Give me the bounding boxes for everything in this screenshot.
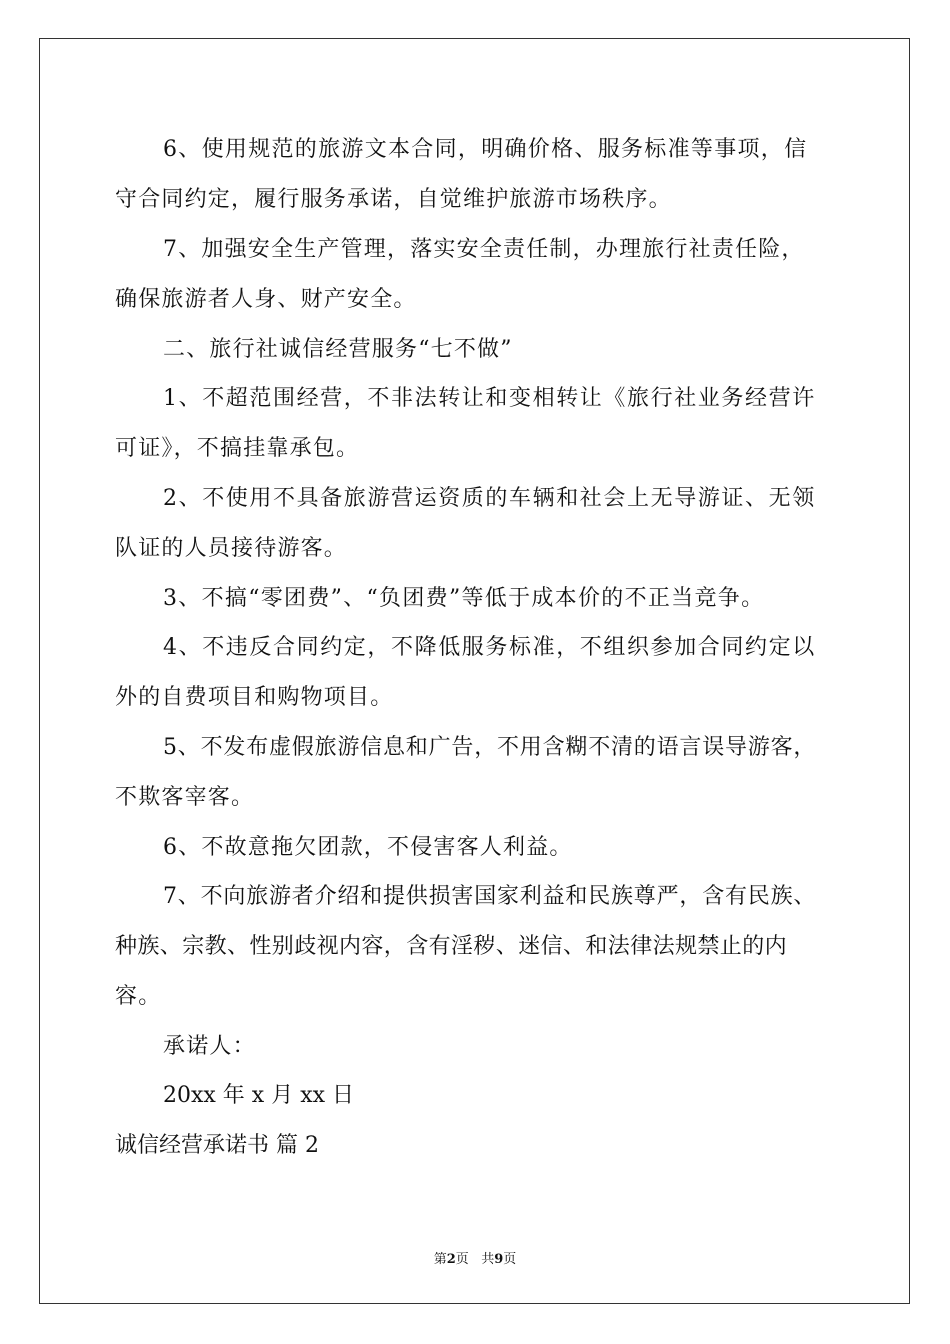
page-frame <box>39 38 910 1304</box>
page-prefix: 第 <box>433 1252 447 1267</box>
date-line: 20xx 年 x 月 xx 日 <box>163 1083 354 1108</box>
total-prefix: 共 <box>481 1252 495 1267</box>
paragraph-line: 6、使用规范的旅游文本合同，明确价格、服务标准等事项，信 <box>163 137 808 162</box>
paragraph-line: 2、不使用不具备旅游营运资质的车辆和社会上无导游证、无领 <box>163 486 816 511</box>
paragraph-line: 7、不向旅游者介绍和提供损害国家利益和民族尊严，含有民族、 <box>163 884 817 909</box>
paragraph-line: 7、加强安全生产管理，落实安全责任制，办理旅行社责任险， <box>163 237 805 262</box>
paragraph-line: 1、不超范围经营，不非法转让和变相转让《旅行社业务经营许 <box>163 386 816 411</box>
signatory-label: 承诺人： <box>163 1034 256 1059</box>
paragraph-line: 种族、宗教、性别歧视内容，含有淫秽、迷信、和法律法规禁止的内 <box>115 934 788 959</box>
section-title: 诚信经营承诺书 篇 2 <box>115 1133 319 1158</box>
page-current: 2 <box>446 1252 456 1267</box>
paragraph-line: 3、不搞“零团费”、“负团费”等低于成本价的不正当竞争。 <box>163 586 765 611</box>
paragraph-line: 4、不违反合同约定，不降低服务标准，不组织参加合同约定以 <box>163 635 816 660</box>
paragraph-line: 守合同约定，履行服务承诺，自觉维护旅游市场秩序。 <box>115 187 672 212</box>
paragraph-line: 容。 <box>115 984 162 1009</box>
paragraph-line: 外的自费项目和购物项目。 <box>115 685 394 710</box>
paragraph-line: 队证的人员接待游客。 <box>115 536 348 561</box>
paragraph-line: 6、不故意拖欠团款，不侵害客人利益。 <box>163 835 573 860</box>
page-total: 9 <box>494 1252 504 1267</box>
paragraph-line: 5、不发布虚假旅游信息和广告，不用含糊不清的语言误导游客， <box>163 735 817 760</box>
paragraph-line: 不欺客宰客。 <box>115 785 255 810</box>
page-footer <box>0 1248 950 1267</box>
paragraph-line: 可证》，不搞挂靠承包。 <box>115 436 360 461</box>
paragraph-line: 确保旅游者人身、财产安全。 <box>115 287 417 312</box>
section-heading: 二、旅行社诚信经营服务“七不做” <box>163 337 513 362</box>
page-suffix: 页 <box>455 1252 469 1267</box>
total-suffix: 页 <box>503 1252 517 1267</box>
